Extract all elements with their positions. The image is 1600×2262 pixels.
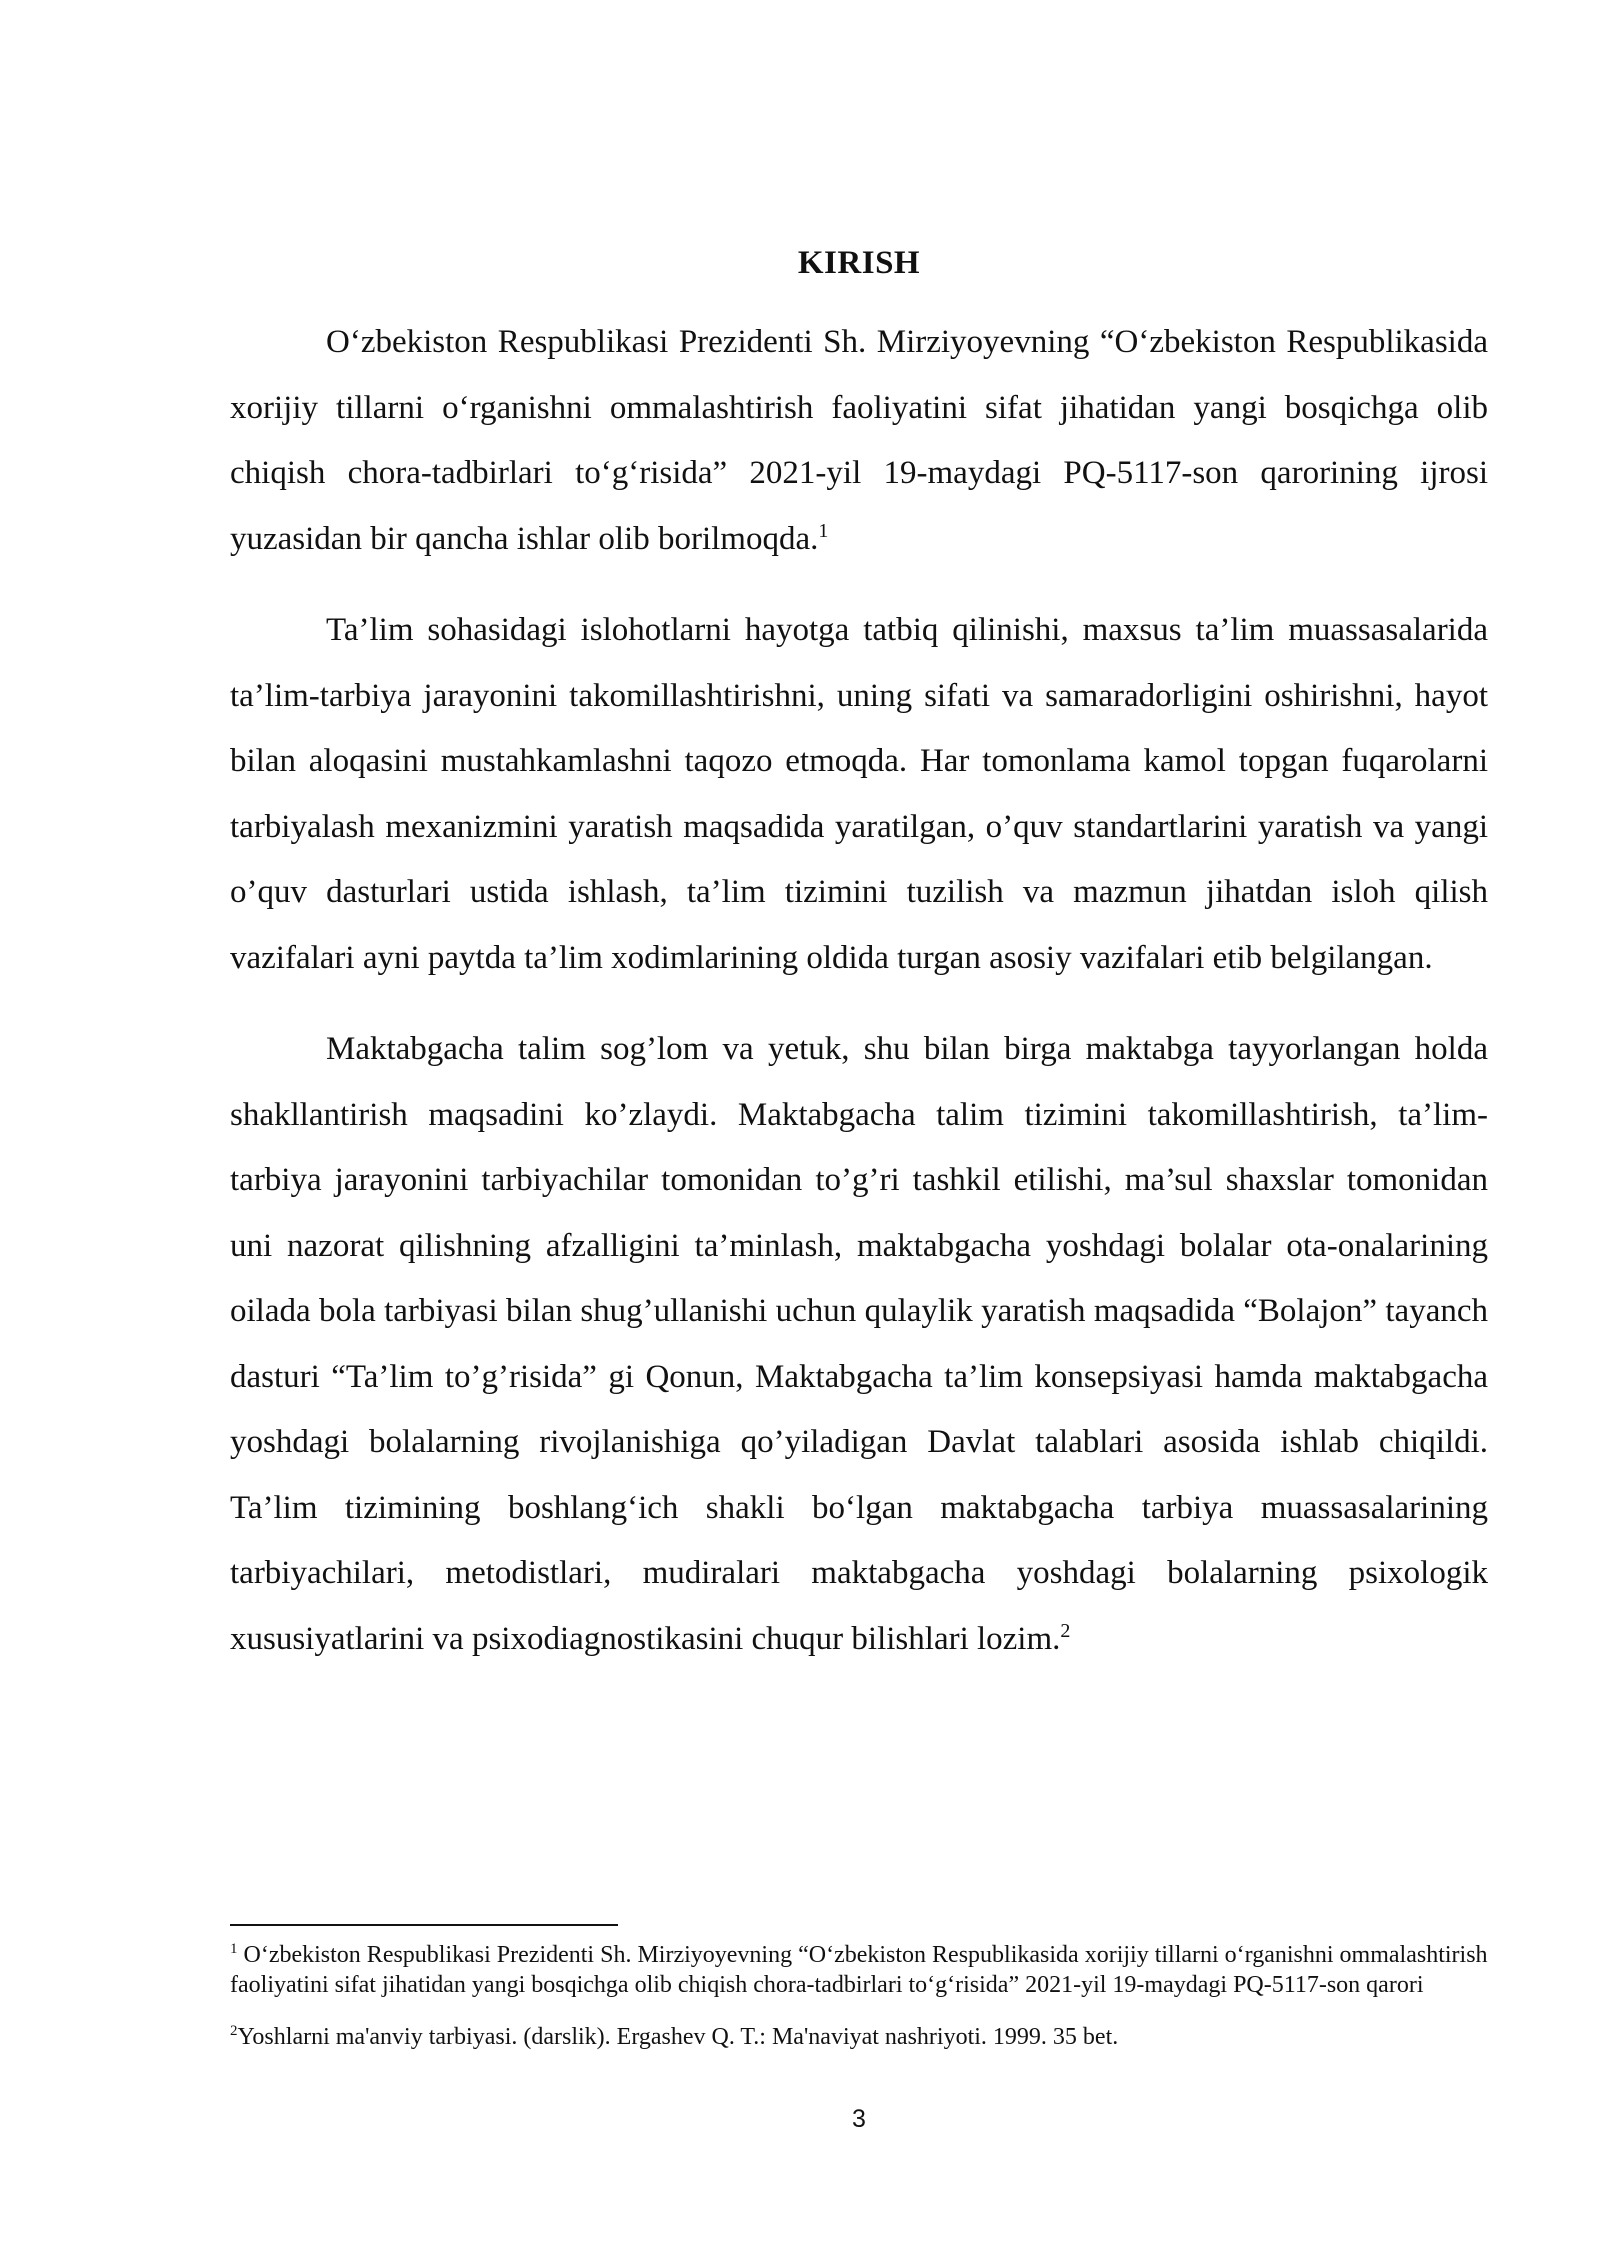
paragraph-2 [230, 598, 1488, 991]
footnote-2 [230, 2022, 1488, 2052]
paragraph-3-text: Maktabgacha talim sog’lom va yetuk, shu bilan birga maktabga tayyorlangan holda shakllantirish maqsadini ko’zlaydi. Maktabgacha talim tizimini takomillashtirish, ta’lim-tarbiya jarayonini tarbiyachilar tomonidan to’g’ri tashkil etilishi, ma’sul shaxslar tomonidan uni nazorat qilishning afzalligini ta’minlash, maktabgacha yoshdagi bolalar ota-onalarining oilada bola tarbiyasi bilan shug’ullanishi uchun qulaylik yaratish maqsadida “Bolajon” tayanch dasturi “Ta’lim to’g’risida” gi Qonun, Maktabgacha ta’lim konsepsiyasi hamda maktabgacha yoshdagi bolalarning rivojlanishiga qo’yiladigan Davlat talablari asosida ishlab chiqildi. Ta’lim tizimining boshlang‘ich shakli bo‘lgan maktabgacha tarbiya muassasalarining tarbiyachilari, metodistlari, mudiralari maktabgacha yoshdagi bolalarning psixologik xususiyatlarini va psixodiagnostikasini chuqur bilishlari lozim. [230, 1031, 1488, 1657]
footnotes [230, 1940, 1488, 2074]
paragraph-3 [230, 1017, 1488, 1672]
footnote-1 [230, 1940, 1488, 2000]
footnote-1-text: O‘zbekiston Respublikasi Prezidenti Sh. Mirziyoyevning “O‘zbekiston Respublikasida xorijiy tillarni o‘rganishni ommalashtirish faoliyatini sifat jihatidan yangi bosqichga olib chiqish chora-tadbirlari to‘g‘risida” 2021-yil 19-maydagi PQ-5117-son qarori [230, 1942, 1488, 1998]
paragraph-1 [230, 310, 1488, 572]
document-page [230, 245, 1488, 1698]
footnote-ref-1[interactable]: 1 [818, 519, 829, 542]
footnote-1-marker: 1 [230, 1941, 238, 1957]
footnote-separator [230, 1924, 618, 1926]
footnote-2-marker: 2 [230, 2023, 238, 2039]
footnote-ref-2[interactable]: 2 [1060, 1619, 1071, 1642]
page-number: 3 [852, 2105, 866, 2133]
paragraph-1-text: O‘zbekiston Respublikasi Prezidenti Sh. Mirziyoyevning “O‘zbekiston Respublikasida xorijiy tillarni o‘rganishni ommalashtirish faoliyatini sifat jihatidan yangi bosqichga olib chiqish chora-tadbirlari to‘g‘risida” 2021-yil 19-maydagi PQ-5117-son qarorining ijrosi yuzasidan bir qancha ishlar olib borilmoqda. [230, 324, 1488, 557]
paragraph-2-text: Ta’lim sohasidagi islohotlarni hayotga tatbiq qilinishi, maxsus ta’lim muassasalarida ta’lim-tarbiya jarayonini takomillashtirishni, uning sifati va samaradorligini oshirishni, hayot bilan aloqasini mustahkamlashni taqozo etmoqda. Har tomonlama kamol topgan fuqarolarni tarbiyalash mexanizmini yaratish maqsadida yaratilgan, o’quv standartlarini yaratish va yangi o’quv dasturlari ustida ishlash, ta’lim tizimini tuzilish va mazmun jihatdan isloh qilish vazifalari ayni paytda ta’lim xodimlarining oldida turgan asosiy vazifalari etib belgilangan. [230, 612, 1488, 976]
section-title: KIRISH [797, 245, 921, 281]
footnote-2-text: Yoshlarni ma'anviy tarbiyasi. (darslik). Ergashev Q. T.: Ma'naviyat nashriyoti. 1999. 35 bet. [237, 2024, 1119, 2050]
